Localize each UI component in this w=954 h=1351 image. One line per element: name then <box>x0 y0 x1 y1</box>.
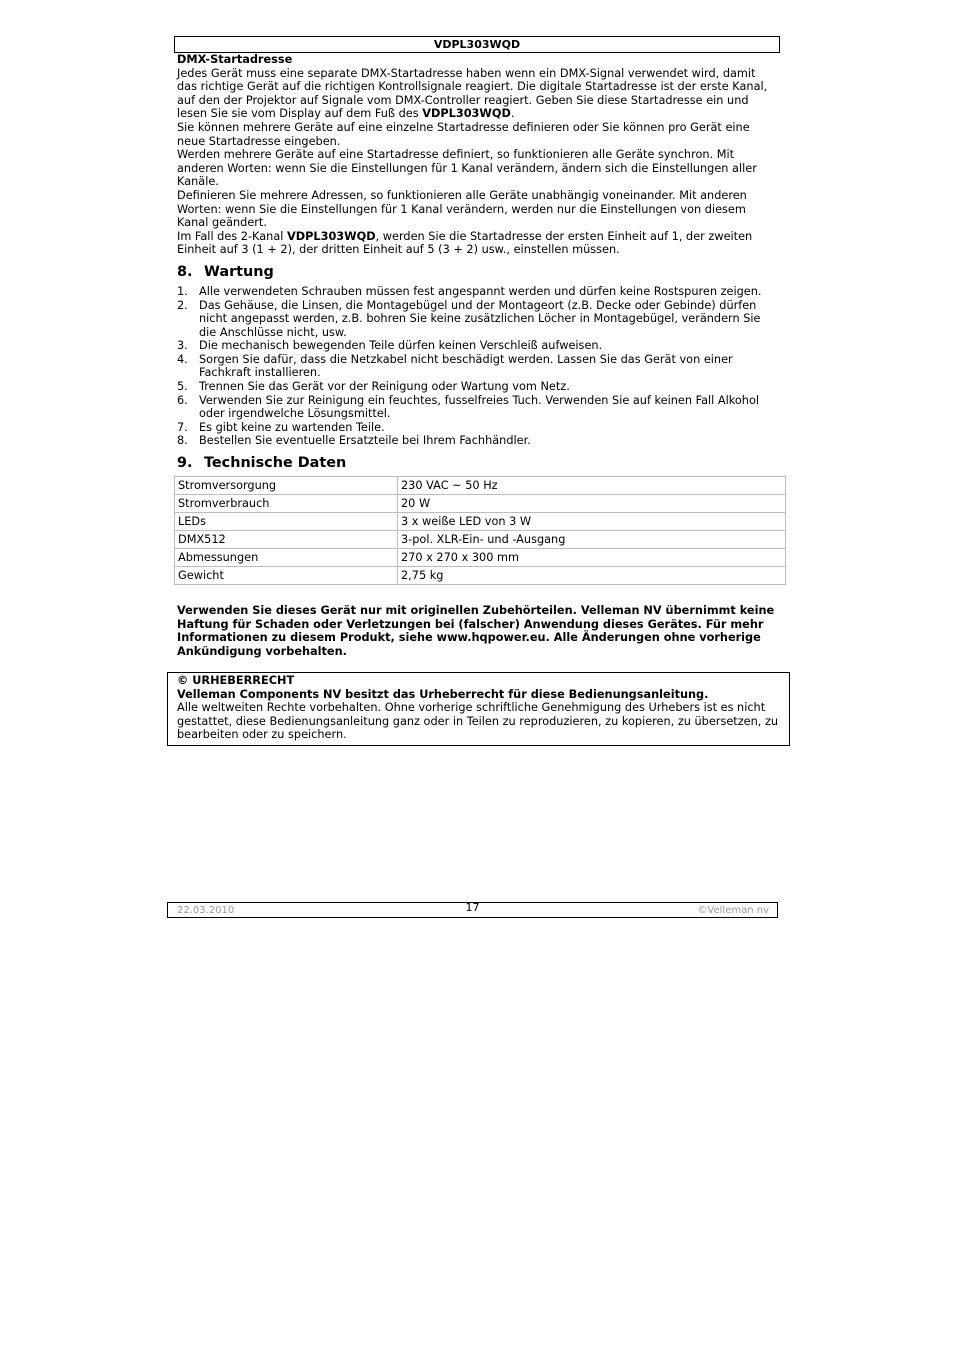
section-number: 9. <box>177 455 193 472</box>
list-item-text: Alle verwendeten Schrauben müssen fest angespannt werden und dürfen keine Rostspuren zeigen. <box>199 284 762 298</box>
list-item-number: 5. <box>177 380 188 394</box>
dmx-p1-model: VDPL303WQD <box>422 107 511 121</box>
list-item-text: Trennen Sie das Gerät vor der Reinigung oder Wartung vom Netz. <box>199 380 570 394</box>
spec-label: Stromverbrauch <box>175 495 398 513</box>
table-row <box>175 567 786 585</box>
list-item-text: Sorgen Sie dafür, dass die Netzkabel nicht beschädigt werden. Lassen Sie das Gerät von einer Fachkraft installieren. <box>199 352 733 380</box>
list-item <box>177 285 777 299</box>
list-item <box>177 421 777 435</box>
dmx-heading: DMX-Startadresse <box>177 53 293 66</box>
main-content <box>177 53 777 476</box>
list-item <box>177 299 777 340</box>
list-item-text: Die mechanisch bewegenden Teile dürfen keinen Verschleiß aufweisen. <box>199 339 603 353</box>
spec-value: 3 x weiße LED von 3 W <box>398 513 786 531</box>
copyright-box <box>167 672 790 746</box>
list-item-number: 2. <box>177 298 188 312</box>
footer-date: 22.03.2010 <box>177 905 235 916</box>
spec-label: Abmessungen <box>175 549 398 567</box>
spec-label: Gewicht <box>175 567 398 585</box>
page-footer <box>167 902 778 918</box>
section-heading-wartung <box>177 263 777 281</box>
list-item-number: 8. <box>177 434 188 448</box>
copyright-owner: Velleman Components NV besitzt das Urheberrecht für diese Bedienungsanleitung. <box>177 687 709 701</box>
section-number: 8. <box>177 263 193 280</box>
header-model: VDPL303WQD <box>174 36 780 53</box>
list-item-number: 3. <box>177 339 188 353</box>
spec-value: 3-pol. XLR-Ein- und -Ausgang <box>398 531 786 549</box>
list-item-text: Bestellen Sie eventuelle Ersatzteile bei Ihrem Fachhändler. <box>199 434 531 448</box>
wartung-list <box>177 285 777 448</box>
list-item-number: 6. <box>177 393 188 407</box>
table-row <box>175 549 786 567</box>
spec-label: Stromversorgung <box>175 477 398 495</box>
page-number: 17 <box>465 901 480 914</box>
list-item-number: 7. <box>177 420 188 434</box>
dmx-paragraph-1 <box>177 67 777 121</box>
footer-brand: ©Velleman nv <box>697 905 769 916</box>
tech-specs-table <box>174 476 786 585</box>
list-item-text: Es gibt keine zu wartenden Teile. <box>199 420 385 434</box>
accessory-notice: Verwenden Sie dieses Gerät nur mit originellen Zubehörteilen. Velleman NV übernimmt keine Haftung für Schaden oder Verletzungen bei (falscher) Anwendung dieses Gerätes. Für mehr Informationen zu diesem Produkt, siehe www.hqpower.eu. Alle Änderungen ohne vorherige Ankündigung vorbehalten. <box>177 604 775 658</box>
list-item-text: Verwenden Sie zur Reinigung ein feuchtes, fusselfreies Tuch. Verwenden Sie auf keinen Fall Alkohol oder irgendwelche Lösungsmittel. <box>199 393 759 421</box>
table-row <box>175 477 786 495</box>
table-row <box>175 495 786 513</box>
section-heading-technik <box>177 454 777 472</box>
list-item <box>177 339 777 353</box>
section-title: Wartung <box>204 263 274 280</box>
dmx-p1-text: Jedes Gerät muss eine separate DMX-Startadresse haben wenn ein DMX-Signal verwendet wird, damit das richtige Gerät auf die richtigen Kontrollsignale reagiert. Die digitale Startadresse ist der erste Kanal, auf den der Projektor auf Signale vom DMX-Controller reagiert. Geben Sie diese Startadresse ein und lesen Sie sie vom Display auf dem Fuß des <box>177 66 768 121</box>
list-item <box>177 434 777 448</box>
dmx-paragraph-5 <box>177 230 777 257</box>
dmx-paragraph-4: Definieren Sie mehrere Adressen, so funktionieren alle Geräte unabhängig voneinander. Mit anderen Worten: wenn Sie die Einstellungen für 1 Kanal verändern, werden nur die Einstellungen von diesem Kanal geändert. <box>177 188 747 230</box>
copyright-text: Alle weltweiten Rechte vorbehalten. Ohne vorherige schriftliche Genehmigung des Urhebers ist es nicht gestattet, diese Bedienungsanleitung ganz oder in Teilen zu reproduzieren, zu kopieren, zu übersetzen, zu bearbeiten oder zu speichern. <box>177 701 779 742</box>
dmx-p5-text: Im Fall des 2-Kanal <box>177 229 287 243</box>
spec-value: 20 W <box>398 495 786 513</box>
list-item-text: Das Gehäuse, die Linsen, die Montagebügel und der Montageort (z.B. Decke oder Gebinde) dürfen nicht angepasst werden, z.B. bohren Sie keine zusätzlichen Löcher in Montagebügel, verändern Sie die Anschlüsse nicht, usw. <box>199 298 761 339</box>
dmx-paragraph-3: Werden mehrere Geräte auf eine Startadresse definiert, so funktionieren alle Geräte synchron. Mit anderen Worten: wenn Sie die Einstellungen für 1 Kanal verändern, ändern sich die Einstellungen aller Kanäle. <box>177 148 757 189</box>
spec-value: 2,75 kg <box>398 567 786 585</box>
list-item-number: 1. <box>177 284 188 298</box>
list-item-number: 4. <box>177 352 188 366</box>
table-row <box>175 513 786 531</box>
list-item <box>177 353 777 380</box>
copyright-title: © URHEBERRECHT <box>177 674 295 687</box>
list-item <box>177 380 777 394</box>
spec-label: LEDs <box>175 513 398 531</box>
spec-label: DMX512 <box>175 531 398 549</box>
dmx-paragraph-2: Sie können mehrere Geräte auf eine einzelne Startadresse definieren oder Sie können pro Gerät eine neue Startadresse eingeben. <box>177 120 750 148</box>
dmx-p5-end: , werden Sie die Startadresse der ersten Einheit auf 1, der zweiten Einheit auf 3 (1 + 2), der dritten Einheit auf 5 (3 + 2) usw., einstellen müssen. <box>177 229 753 257</box>
spec-value: 270 x 270 x 300 mm <box>398 549 786 567</box>
dmx-p5-model: VDPL303WQD <box>286 229 376 243</box>
dmx-p1-end: . <box>510 107 515 121</box>
section-title: Technische Daten <box>204 455 347 472</box>
table-row <box>175 531 786 549</box>
spec-value: 230 VAC ~ 50 Hz <box>398 477 786 495</box>
list-item <box>177 394 777 421</box>
